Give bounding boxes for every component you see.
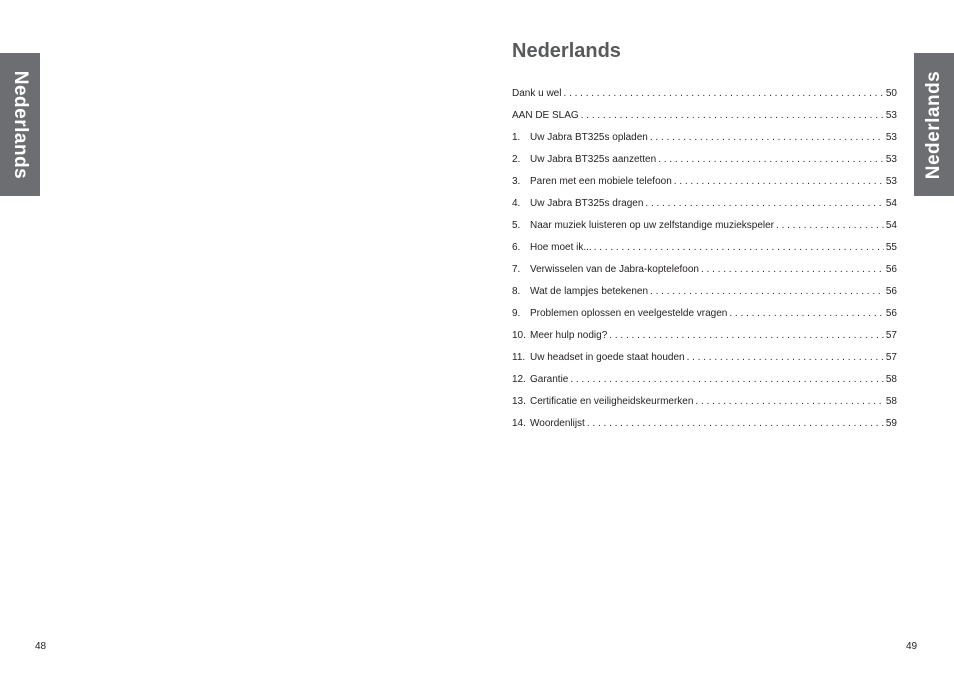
toc-entry-label: Wat de lampjes betekenen bbox=[530, 286, 649, 297]
toc-entry-page: 53 bbox=[885, 176, 897, 187]
toc-entry-label: Uw Jabra BT325s opladen bbox=[530, 132, 648, 143]
toc-entry-number: 14. bbox=[512, 418, 526, 429]
toc-dot-leader bbox=[581, 110, 884, 121]
toc-entry-number: 1. bbox=[512, 132, 521, 143]
toc-dot-leader bbox=[563, 88, 883, 99]
toc-entry[interactable] bbox=[512, 396, 897, 418]
language-tab-left-label: Nederlands bbox=[10, 70, 32, 179]
toc-entry-page: 53 bbox=[885, 132, 897, 143]
toc-entry[interactable] bbox=[512, 132, 897, 154]
toc-dot-leader bbox=[695, 396, 883, 407]
toc-entry-label: Dank u wel bbox=[512, 88, 562, 99]
toc-entry[interactable] bbox=[512, 88, 897, 110]
toc-dot-leader bbox=[674, 176, 884, 187]
toc-entry-number: 11. bbox=[512, 352, 526, 363]
toc-dot-leader bbox=[729, 308, 884, 319]
toc-entry[interactable] bbox=[512, 198, 897, 220]
toc-entry[interactable] bbox=[512, 286, 897, 308]
toc-entry[interactable] bbox=[512, 330, 897, 352]
toc-entry-label: Meer hulp nodig? bbox=[530, 330, 608, 341]
toc-entry-label: Uw Jabra BT325s aanzetten bbox=[530, 154, 657, 165]
toc-entry-label: Certificatie en veiligheidskeurmerken bbox=[530, 396, 694, 407]
toc-entry-page: 57 bbox=[885, 352, 897, 363]
toc-entry[interactable] bbox=[512, 264, 897, 286]
toc-dot-leader bbox=[650, 132, 884, 143]
toc-entry-page: 50 bbox=[885, 88, 897, 99]
toc-dot-leader bbox=[701, 264, 884, 275]
toc-entry-label: Garantie bbox=[530, 374, 569, 385]
toc-entry-page: 56 bbox=[885, 286, 897, 297]
toc-entry-label: Naar muziek luisteren op uw zelfstandige muziekspeler bbox=[530, 220, 775, 231]
toc-entry-page: 53 bbox=[885, 154, 897, 165]
toc-entry-number: 2. bbox=[512, 154, 521, 165]
toc-entry-label: Uw Jabra BT325s dragen bbox=[530, 198, 644, 209]
toc-entry-number: 5. bbox=[512, 220, 521, 231]
language-tab-right bbox=[914, 53, 954, 196]
toc-dot-leader bbox=[594, 242, 884, 253]
toc-entry[interactable] bbox=[512, 154, 897, 176]
toc-entry-number: 6. bbox=[512, 242, 521, 253]
toc-entry-number: 9. bbox=[512, 308, 521, 319]
toc-entry-number: 3. bbox=[512, 176, 521, 187]
toc-entry[interactable] bbox=[512, 418, 897, 440]
toc-dot-leader bbox=[587, 418, 884, 429]
toc-entry-number: 12. bbox=[512, 374, 526, 385]
toc-entry-number: 4. bbox=[512, 198, 521, 209]
toc-entry[interactable] bbox=[512, 220, 897, 242]
toc-entry-page: 54 bbox=[885, 220, 897, 231]
toc-dot-leader bbox=[658, 154, 884, 165]
toc-dot-leader bbox=[650, 286, 884, 297]
toc-entry-page: 57 bbox=[885, 330, 897, 341]
toc-dot-leader bbox=[687, 352, 884, 363]
toc-dot-leader bbox=[609, 330, 884, 341]
toc-entry-page: 53 bbox=[885, 110, 897, 121]
toc-entry-page: 56 bbox=[885, 264, 897, 275]
table-of-contents bbox=[512, 88, 897, 440]
language-tab-right-label: Nederlands bbox=[923, 70, 945, 179]
toc-entry-label: Hoe moet ik... bbox=[530, 242, 592, 253]
toc-entry-number: 7. bbox=[512, 264, 521, 275]
toc-entry[interactable] bbox=[512, 176, 897, 198]
toc-dot-leader bbox=[776, 220, 884, 231]
toc-entry[interactable] bbox=[512, 352, 897, 374]
page-number-left: 48 bbox=[35, 641, 47, 652]
toc-entry-page: 58 bbox=[885, 396, 897, 407]
toc-entry-page: 59 bbox=[885, 418, 897, 429]
toc-entry-number: 13. bbox=[512, 396, 526, 407]
toc-entry[interactable] bbox=[512, 242, 897, 264]
toc-entry-label: Woordenlijst bbox=[530, 418, 585, 429]
toc-entry-page: 56 bbox=[885, 308, 897, 319]
toc-entry-page: 58 bbox=[885, 374, 897, 385]
toc-entry-page: 54 bbox=[885, 198, 897, 209]
toc-entry[interactable] bbox=[512, 374, 897, 396]
toc-entry-number: 8. bbox=[512, 286, 521, 297]
toc-dot-leader bbox=[645, 198, 883, 209]
toc-entry-label: Verwisselen van de Jabra-koptelefoon bbox=[530, 264, 699, 275]
toc-entry-label: Problemen oplossen en veelgestelde vragen bbox=[530, 308, 728, 319]
toc-entry[interactable] bbox=[512, 110, 897, 132]
toc-entry-page: 55 bbox=[885, 242, 897, 253]
page-title: Nederlands bbox=[512, 40, 621, 62]
toc-entry-label: AAN DE SLAG bbox=[512, 110, 579, 121]
toc-entry-label: Uw headset in goede staat houden bbox=[530, 352, 685, 363]
page-number-right: 49 bbox=[906, 641, 918, 652]
toc-entry[interactable] bbox=[512, 308, 897, 330]
toc-entry-number: 10. bbox=[512, 330, 526, 341]
toc-dot-leader bbox=[570, 374, 884, 385]
language-tab-left bbox=[0, 53, 40, 196]
toc-entry-label: Paren met een mobiele telefoon bbox=[530, 176, 672, 187]
